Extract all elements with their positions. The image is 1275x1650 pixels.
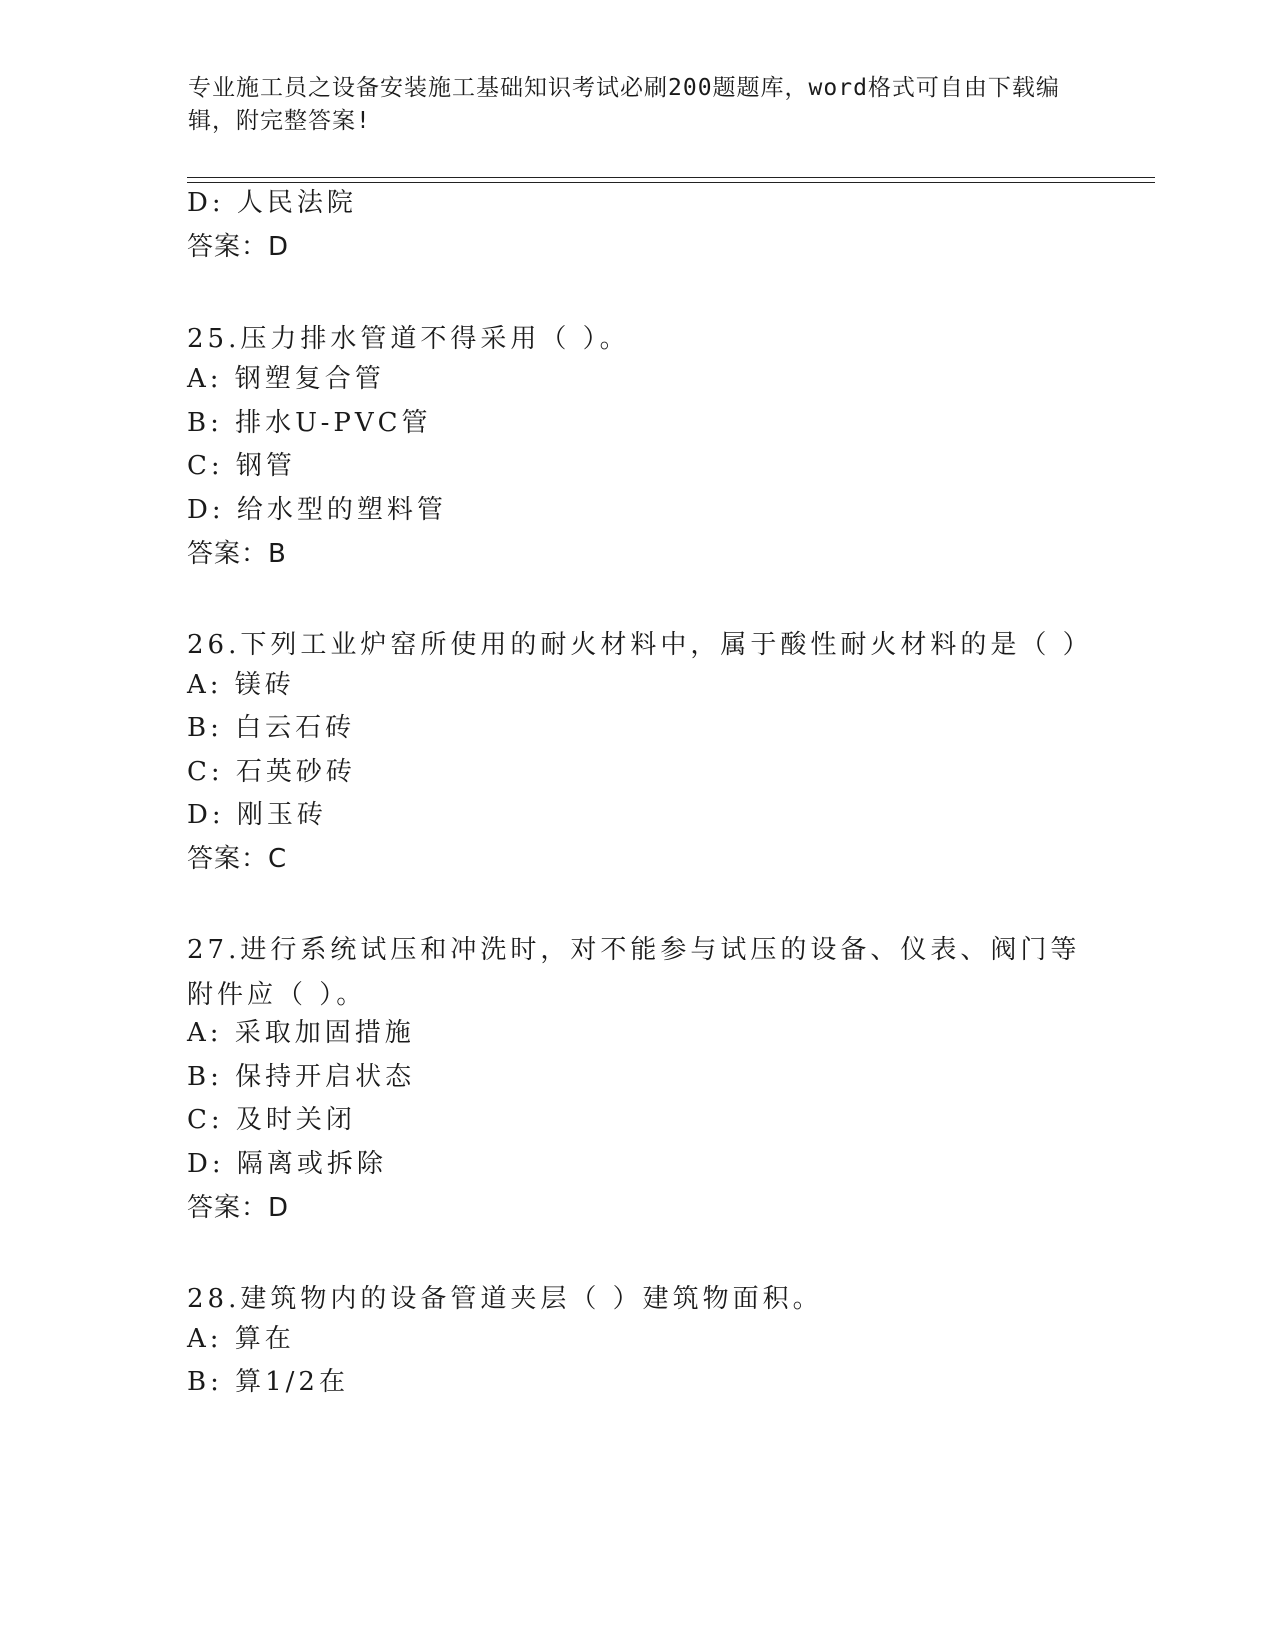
question-25-option-b: B: 排水U-PVC管	[187, 408, 432, 438]
question-28-option-a: A: 算在	[187, 1324, 295, 1354]
prev-answer: 答案：D	[187, 232, 290, 262]
question-27-option-d: D: 隔离或拆除	[187, 1149, 387, 1179]
document-header: 专业施工员之设备安装施工基础知识考试必刷200题题库，word格式可自由下载编辑，附完整答案!	[188, 75, 1060, 134]
prev-option-d: D: 人民法院	[187, 188, 357, 218]
question-25-answer: 答案：B	[187, 539, 287, 569]
question-26-option-d: D: 刚玉砖	[187, 800, 327, 830]
question-27-option-b: B: 保持开启状态	[187, 1062, 416, 1092]
header-rule-top	[187, 177, 1155, 178]
question-26-answer: 答案：C	[187, 844, 288, 874]
question-28-option-b: B: 算1/2在	[187, 1367, 349, 1397]
question-25-text: 25.压力排水管道不得采用（ ）。	[187, 324, 630, 354]
header-rule-bottom	[187, 182, 1155, 183]
question-28-text: 28.建筑物内的设备管道夹层（ ）建筑物面积。	[187, 1284, 823, 1314]
question-26-option-b: B: 白云石砖	[187, 713, 356, 743]
question-27-option-a: A: 采取加固措施	[187, 1018, 415, 1048]
question-25-option-d: D: 给水型的塑料管	[187, 495, 447, 525]
question-26-option-c: C: 石英砂砖	[187, 757, 356, 787]
question-25-option-a: A: 钢塑复合管	[187, 364, 385, 394]
question-25-option-c: C: 钢管	[187, 451, 296, 481]
question-26-text: 26.下列工业炉窑所使用的耐火材料中，属于酸性耐火材料的是（ ）	[187, 630, 1093, 660]
question-27-text: 27.进行系统试压和冲洗时，对不能参与试压的设备、仪表、阀门等附件应（ ）。	[187, 935, 1081, 1010]
question-27-option-c: C: 及时关闭	[187, 1105, 356, 1135]
question-27-answer: 答案：D	[187, 1193, 290, 1223]
question-26-option-a: A: 镁砖	[187, 670, 295, 700]
